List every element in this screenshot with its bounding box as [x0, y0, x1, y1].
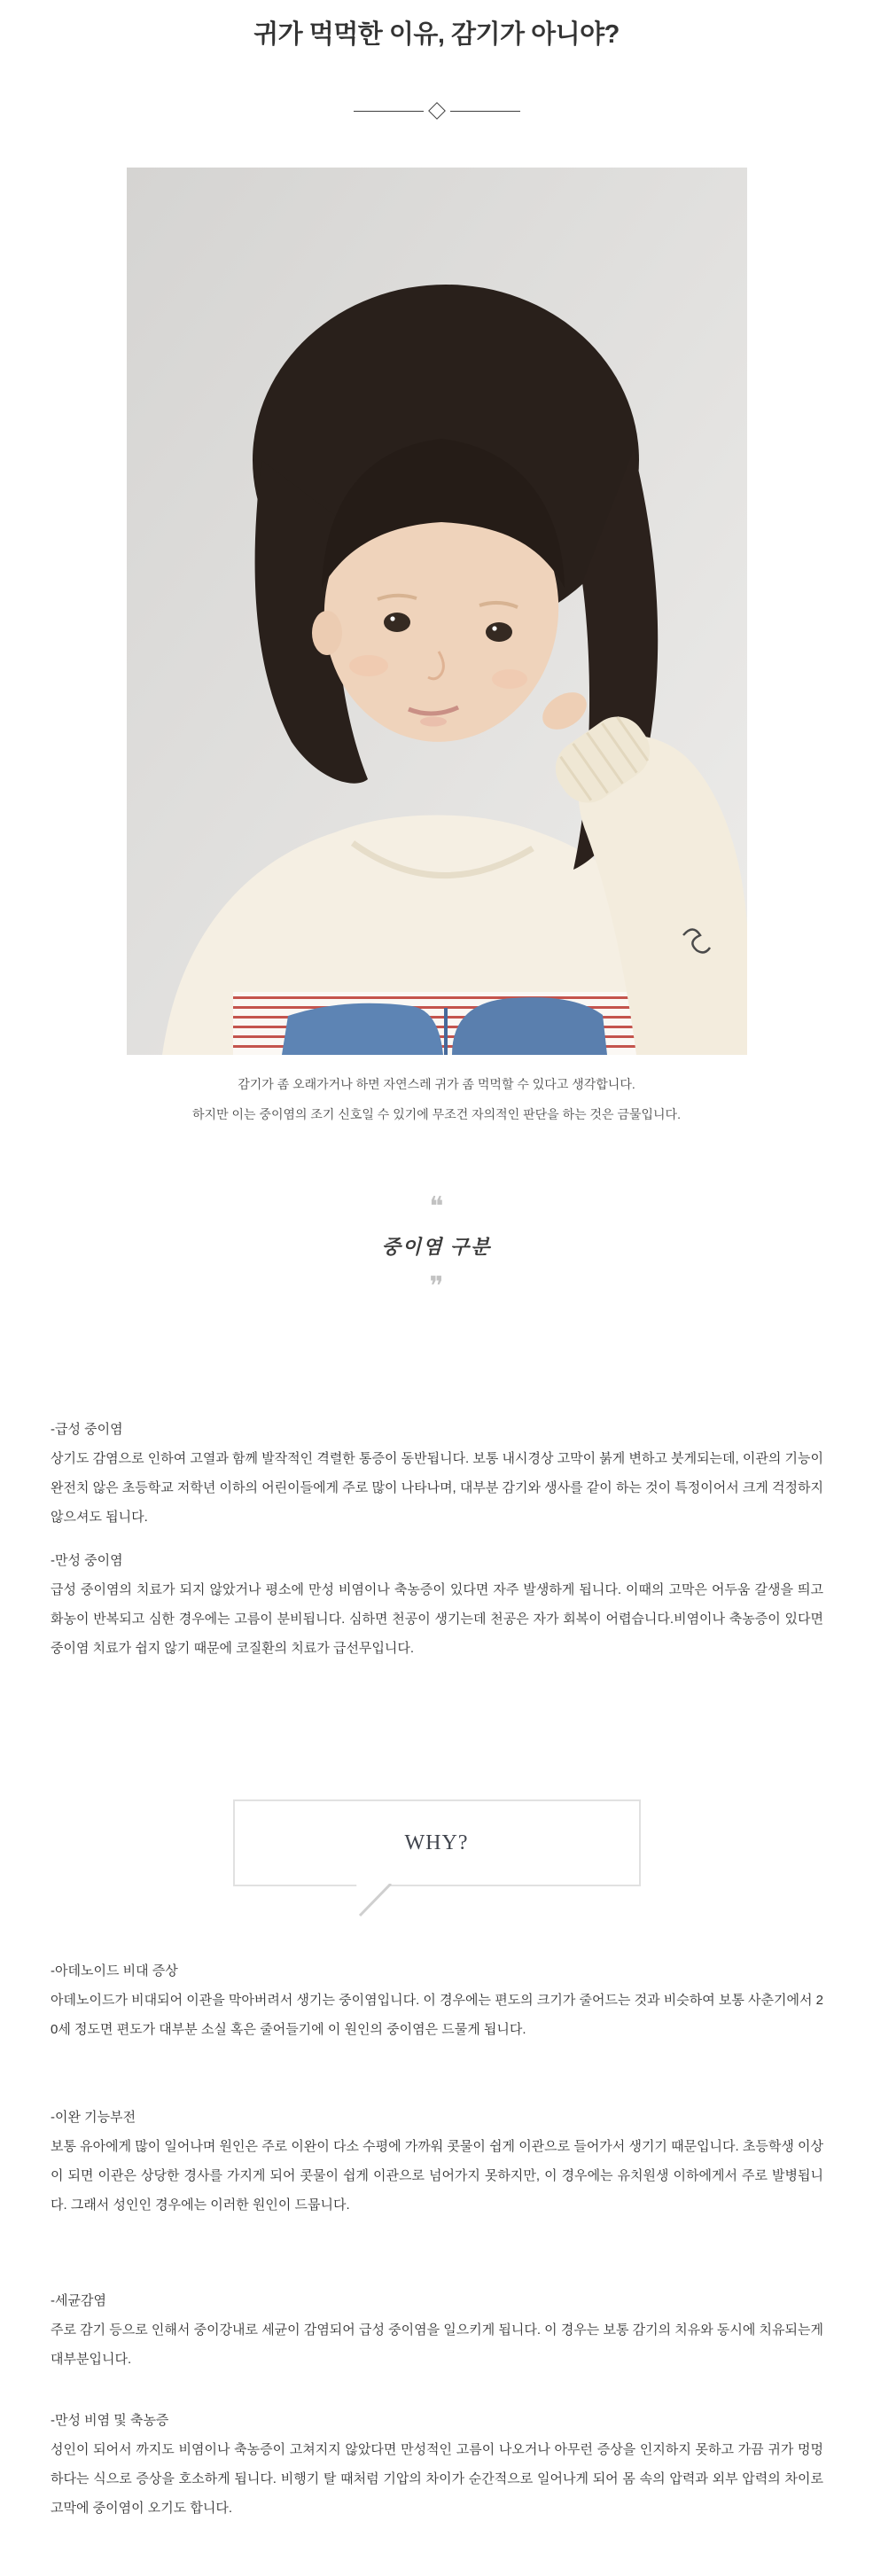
- photo-caption: [0, 1069, 873, 1129]
- section-heading: -이완 기능부전: [51, 2110, 136, 2125]
- section-body: 보통 유아에게 많이 일어나며 원인은 주로 이완이 다소 수평에 가까워 콧물이 쉽게 이관으로 들어가서 생기기 때문입니다. 초등학생 이상이 되면 이관은 상당한 경사를 가지게 되어 콧물이 쉽게 이관으로 넘어가지 못하지만, 이 경우에는 유치원생 이하에게서 주로 발병됩니다. 그래서 성인인 경우에는 이러한 원인이 드뭅니다.: [51, 2139, 823, 2213]
- diamond-icon: [428, 102, 446, 120]
- section-heading: -세균감염: [51, 2293, 106, 2308]
- divider-line: [354, 111, 424, 112]
- photo-caption-line1: 감기가 좀 오래가거나 하면 자연스레 귀가 좀 먹먹할 수 있다고 생각합니다.: [238, 1077, 635, 1091]
- section-body: 주로 감기 등으로 인해서 중이강내로 세균이 감염되어 급성 중이염을 일으키게 됩니다. 이 경우는 보통 감기의 치유와 동시에 치유되는게 대부분입니다.: [51, 2322, 823, 2367]
- open-quote-icon: ❝: [429, 1192, 444, 1222]
- section-heading: -만성 비염 및 축농증: [51, 2413, 169, 2428]
- why-speech-bubble: [0, 1799, 873, 1928]
- quote-block: [0, 1193, 873, 1301]
- divider-line: [450, 111, 520, 112]
- section-acute-otitis: [51, 1415, 823, 1532]
- section-heading: -아데노이드 비대 증상: [51, 1963, 178, 1979]
- section-heading: -급성 중이염: [51, 1422, 123, 1437]
- child-photo-illustration: [127, 168, 747, 1055]
- section-adenoid-hypertrophy: [51, 1956, 823, 2044]
- section-tube-dysfunction: [51, 2103, 823, 2220]
- close-quote-icon: ❞: [429, 1272, 444, 1301]
- child-photo: [127, 168, 747, 1055]
- section-body: 상기도 감염으로 인하여 고열과 함께 발작적인 격렬한 통증이 동반됩니다. 보통 내시경상 고막이 붉게 변하고 붓게되는데, 이관의 기능이 완전치 않은 초등학교 저학년 이하의 어린이들에게 주로 많이 나타나며, 대부분 감기와 생사를 같이 하는 것이 특정이어서 크게 걱정하지 않으셔도 됩니다.: [51, 1451, 823, 1525]
- section-body: 아데노이드가 비대되어 이관을 막아버려서 생기는 중이염입니다. 이 경우에는 편도의 크기가 줄어드는 것과 비슷하여 보통 사춘기에서 20세 정도면 편도가 대부분 소실 혹은 줄어들기에 이 원인의 중이염은 드물게 됩니다.: [51, 1993, 823, 2037]
- photo-caption-line2: 하지만 이는 중이염의 조기 신호일 수 있기에 무조건 자의적인 판단을 하는 것은 금물입니다.: [192, 1107, 681, 1121]
- why-bubble-box: [233, 1799, 641, 1886]
- page-title: 귀가 먹먹한 이유, 감기가 아니야?: [253, 20, 620, 49]
- quote-title: 중이염 구분: [381, 1236, 492, 1258]
- diamond-divider: [0, 105, 873, 117]
- section-body: 성인이 되어서 까지도 비염이나 축농증이 고쳐지지 않았다면 만성적인 고름이 나오거나 아무런 증상을 인지하지 못하고 가끔 귀가 멍멍하다는 식으로 증상을 호소하게 됩니다. 비행기 탈 때처럼 기압의 차이가 순간적으로 일어나게 되어 몸 속의 압력과 외부 압력의 차이로 고막에 중이염이 오기도 합니다.: [51, 2442, 823, 2516]
- speech-bubble-tail-icon: [354, 1884, 393, 1919]
- section-bacterial-infection: [51, 2286, 823, 2374]
- section-heading: -만성 중이염: [51, 1553, 123, 1568]
- section-chronic-otitis: [51, 1546, 823, 1663]
- why-label: WHY?: [404, 1831, 469, 1854]
- section-body: 급성 중이염의 치료가 되지 않았거나 평소에 만성 비염이나 축농증이 있다면 자주 발생하게 됩니다. 이때의 고막은 어두움 갈생을 띄고 화농이 반복되고 심한 경우에는 고름이 분비됩니다. 심하면 천공이 생기는데 천공은 자가 회복이 어렵습니다.비염이나 축농증이 있다면 중이염 치료가 쉽지 않기 때문에 코질환의 치료가 급선무입니다.: [51, 1582, 823, 1656]
- section-chronic-rhinitis-sinusitis: [51, 2406, 823, 2523]
